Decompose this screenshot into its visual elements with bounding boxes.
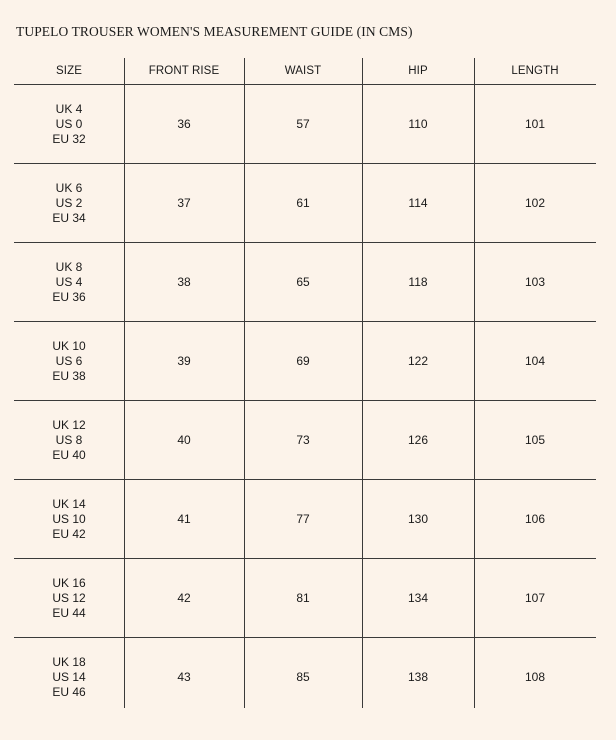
waist-value: 81: [296, 590, 310, 605]
front-rise-value: 43: [177, 669, 191, 684]
length-value: 107: [524, 590, 546, 605]
size-cell: [14, 243, 124, 321]
page-title: TUPELO TROUSER WOMEN'S MEASUREMENT GUIDE (IN CMS): [16, 24, 413, 39]
length-value: 103: [524, 274, 546, 289]
size-us: US 0: [55, 116, 83, 131]
waist-value: 85: [296, 669, 310, 684]
size-us: US 10: [52, 511, 86, 526]
hip-value: 126: [407, 432, 429, 447]
waist-value: 57: [296, 116, 310, 131]
size-eu: EU 44: [52, 605, 86, 620]
size-eu: EU 46: [52, 684, 86, 699]
hip-value: 130: [407, 511, 429, 526]
size-uk: UK 18: [52, 654, 86, 669]
waist-value: 65: [296, 274, 310, 289]
length-value: 102: [524, 195, 546, 210]
hip-value: 138: [407, 669, 429, 684]
front-rise-value: 40: [177, 432, 191, 447]
table-row: [14, 559, 596, 637]
hip-value: 122: [407, 353, 429, 368]
size-uk: UK 6: [55, 180, 83, 195]
size-uk: UK 8: [55, 259, 83, 274]
table-row: [14, 401, 596, 479]
size-uk: UK 16: [52, 575, 86, 590]
waist-value: 61: [296, 195, 310, 210]
size-us: US 8: [55, 432, 83, 447]
header-hip: HIP: [408, 64, 428, 77]
size-cell: [14, 164, 124, 242]
size-eu: EU 32: [52, 131, 86, 146]
table-row: [14, 638, 596, 716]
size-eu: EU 36: [52, 289, 86, 304]
table-row: [14, 243, 596, 321]
waist-value: 69: [296, 353, 310, 368]
size-cell: [14, 480, 124, 558]
size-us: US 6: [55, 353, 83, 368]
header-front-rise: FRONT RISE: [148, 64, 220, 77]
size-eu: EU 42: [52, 526, 86, 541]
hip-value: 118: [408, 274, 428, 289]
size-eu: EU 40: [52, 447, 86, 462]
table-header: [14, 58, 596, 84]
size-cell: [14, 559, 124, 637]
size-cell: [14, 638, 124, 716]
size-eu: EU 38: [52, 368, 86, 383]
waist-value: 73: [296, 432, 310, 447]
table-row: [14, 322, 596, 400]
size-uk: UK 14: [52, 496, 86, 511]
hip-value: 114: [408, 195, 428, 210]
size-eu: EU 34: [52, 210, 86, 225]
table-row: [14, 164, 596, 242]
waist-value: 77: [296, 511, 310, 526]
length-value: 105: [524, 432, 546, 447]
hip-value: 134: [407, 590, 429, 605]
measurement-table: [14, 58, 596, 708]
length-value: 108: [524, 669, 546, 684]
size-uk: UK 12: [52, 417, 86, 432]
length-value: 104: [524, 353, 546, 368]
table-row: [14, 85, 596, 163]
front-rise-value: 37: [177, 195, 191, 210]
size-uk: UK 4: [55, 101, 83, 116]
size-us: US 2: [55, 195, 83, 210]
size-cell: [14, 401, 124, 479]
length-value: 101: [524, 116, 546, 131]
header-waist: WAIST: [284, 64, 322, 77]
size-cell: [14, 85, 124, 163]
size-us: US 12: [52, 590, 86, 605]
front-rise-value: 36: [177, 116, 191, 131]
front-rise-value: 42: [177, 590, 191, 605]
front-rise-value: 41: [177, 511, 191, 526]
length-value: 106: [524, 511, 546, 526]
table-row: [14, 480, 596, 558]
size-us: US 4: [55, 274, 83, 289]
front-rise-value: 38: [177, 274, 191, 289]
size-cell: [14, 322, 124, 400]
front-rise-value: 39: [177, 353, 191, 368]
header-length: LENGTH: [511, 64, 559, 77]
size-uk: UK 10: [52, 338, 86, 353]
size-us: US 14: [52, 669, 86, 684]
header-size: SIZE: [56, 64, 82, 77]
hip-value: 110: [408, 116, 428, 131]
